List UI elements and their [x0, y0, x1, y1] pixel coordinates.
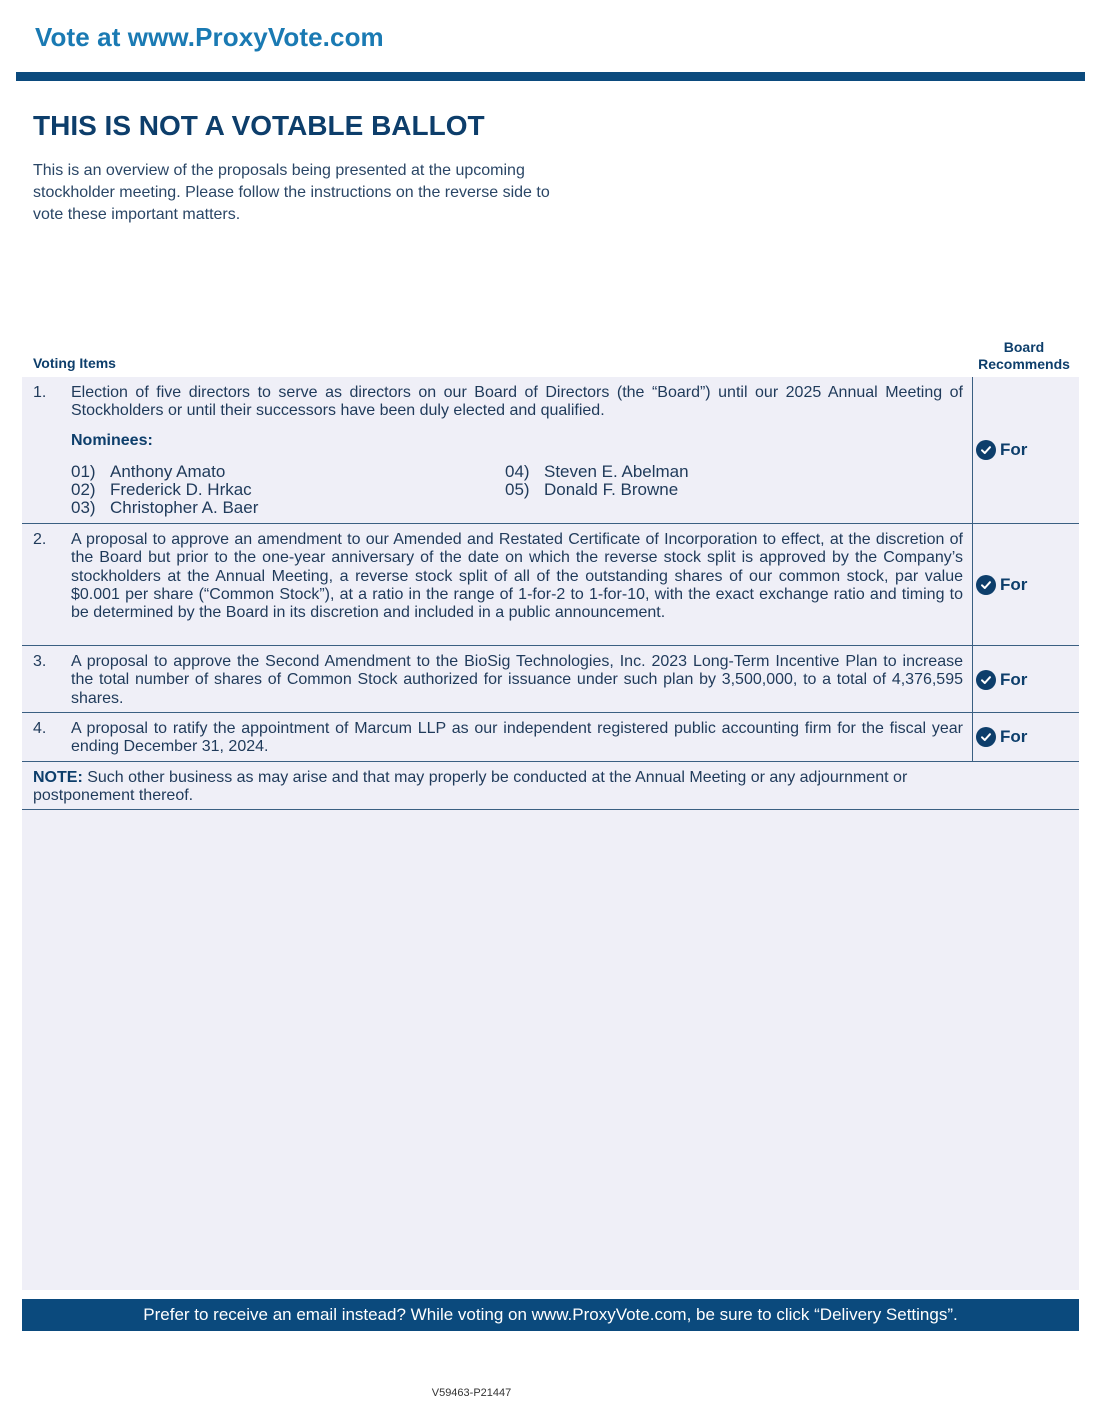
- voting-items-panel: [22, 377, 1079, 1290]
- header-divider: [16, 72, 1085, 81]
- board-recommends-line1: Board: [1003, 339, 1045, 355]
- check-circle-icon: [976, 670, 996, 690]
- item-number: 3.: [33, 653, 47, 670]
- note-text: [33, 769, 963, 806]
- voting-items-heading: Voting Items: [33, 355, 116, 371]
- nominee-name: Steven E. Abelman: [544, 462, 689, 481]
- nominee-name: Anthony Amato: [110, 462, 226, 481]
- nominee-number: 05): [505, 480, 530, 499]
- check-circle-icon: [976, 727, 996, 747]
- nominee-05: [505, 481, 678, 499]
- item-number: 1.: [33, 384, 47, 401]
- nominee-number: 04): [505, 462, 530, 481]
- check-circle-icon: [976, 575, 996, 595]
- recommendation-1: [976, 440, 1027, 460]
- nominee-02: [71, 481, 252, 499]
- email-delivery-banner: Prefer to receive an email instead? While voting on www.ProxyVote.com, be sure to click “Delivery Settings”.: [22, 1299, 1079, 1331]
- voting-item-4: [22, 713, 1079, 762]
- nominee-name: Frederick D. Hrkac: [110, 480, 252, 499]
- board-recommends-line2: Recommends: [978, 356, 1070, 372]
- voting-item-3: [22, 646, 1079, 713]
- item-number: 4.: [33, 720, 47, 737]
- document-code: V59463-P21447: [431, 1387, 512, 1399]
- item-text: Election of five directors to serve as directors on our Board of Directors (the “Board”) until our 2025 Annual Meeting of Stockholders or until their successors have been duly elected and qualified.: [71, 384, 963, 420]
- recommendation-3: [976, 670, 1027, 690]
- nominee-number: 01): [71, 462, 96, 481]
- nominee-01: [71, 463, 225, 481]
- recommendation-label: For: [1000, 575, 1028, 594]
- note-row: [22, 762, 1079, 810]
- item-text: A proposal to ratify the appointment of Marcum LLP as our independent registered public accounting firm for the fiscal year ending December 31, 2024.: [71, 720, 963, 756]
- board-recommends-heading: [972, 339, 1076, 373]
- note-label: NOTE:: [33, 769, 83, 786]
- nominee-name: Christopher A. Baer: [110, 498, 259, 517]
- note-body: Such other business as may arise and that may properly be conducted at the Annual Meeting or any adjournment or postponement thereof.: [33, 769, 908, 805]
- voting-item-1: [22, 377, 1079, 524]
- page-title: THIS IS NOT A VOTABLE BALLOT: [33, 110, 485, 141]
- recommendation-label: For: [1000, 727, 1028, 746]
- recommendation-label: For: [1000, 670, 1028, 689]
- voting-item-2: [22, 524, 1079, 646]
- nominee-name: Donald F. Browne: [544, 480, 679, 499]
- nominee-number: 02): [71, 480, 96, 499]
- nominee-03: [71, 499, 258, 517]
- intro-text: This is an overview of the proposals being presented at the upcoming stockholder meeting. Please follow the instructions on the reverse side to vote these important matters.: [33, 162, 550, 223]
- proxyvote-header-link[interactable]: Vote at www.ProxyVote.com: [35, 22, 384, 52]
- nominees-label: Nominees:: [71, 432, 153, 449]
- recommendation-label: For: [1000, 440, 1028, 459]
- check-circle-icon: [976, 440, 996, 460]
- nominee-number: 03): [71, 498, 96, 517]
- recommendation-4: [976, 727, 1027, 747]
- item-text: A proposal to approve the Second Amendment to the BioSig Technologies, Inc. 2023 Long-Term Incentive Plan to increase the total number of shares of Common Stock authorized for issuance under such plan by 3,500,000, to a total of 4,376,595 shares.: [71, 653, 963, 707]
- nominee-04: [505, 463, 689, 481]
- recommendation-2: [976, 575, 1027, 595]
- item-number: 2.: [33, 531, 47, 548]
- item-text: A proposal to approve an amendment to our Amended and Restated Certificate of Incorporation to effect, at the discretion of the Board but prior to the one-year anniversary of the date on which the reverse stock split is approved by the Company’s stockholders at the Annual Meeting, a reverse stock split of all of the outstanding shares of our common stock, par value $0.001 per share (“Common Stock”), at a ratio in the range of 1-for-2 to 1-for-10, with the exact exchange ratio and timing to be determined by the Board in its discretion and included in a public announcement.: [71, 531, 963, 622]
